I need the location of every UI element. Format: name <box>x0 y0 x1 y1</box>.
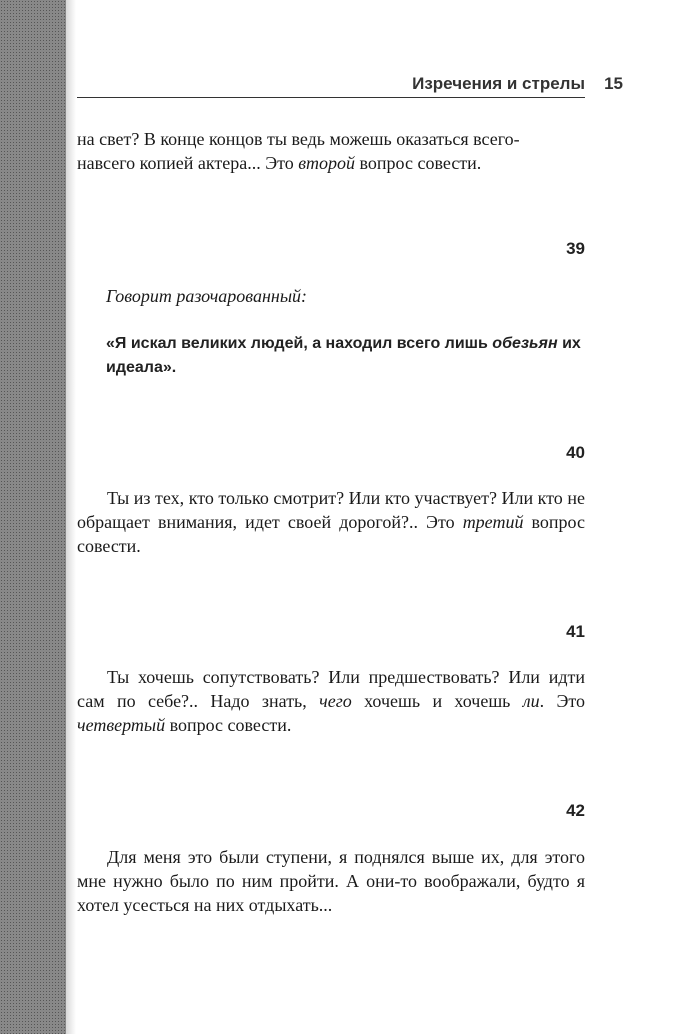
continuation-line-2: навсего копией актера... Это второй вопрос совести. <box>77 153 482 173</box>
aphorism-number-41: 41 <box>566 622 585 641</box>
aphorism-42-text: Для меня это были ступени, я поднялся выше их, для этого мне нужно было по ним пройти. А они-то воображали, будто я хотел усесться на них отдыхать... <box>77 847 585 915</box>
aphorism-40-text: Ты из тех, кто только смотрит? Или кто участвует? Или кто не обращает внимания, идет своей дорогой?.. Это третий вопрос совести. <box>77 488 585 556</box>
aphorism-39-quote: «Я искал великих людей, а находил всего лишь обезьян их идеала». <box>106 335 581 376</box>
page-number: 15 <box>604 74 623 93</box>
aphorism-number-40: 40 <box>566 443 585 462</box>
aphorism-number-39: 39 <box>566 239 585 258</box>
aphorism-number-42: 42 <box>566 801 585 820</box>
running-title: Изречения и стрелы <box>412 74 585 93</box>
header-rule <box>77 97 585 98</box>
aphorism-41-text: Ты хочешь сопутствовать? Или предшествовать? Или идти сам по себе?.. Надо знать, чего хочешь и хочешь ли. Это четвертый вопрос совести. <box>77 667 586 735</box>
page-edge-shading <box>0 0 66 1034</box>
running-header <box>77 72 623 98</box>
continuation-line-1: на свет? В конце концов ты ведь можешь оказаться всего- <box>77 129 520 149</box>
aphorism-39-intro: Говорит разочарованный: <box>106 286 308 306</box>
continuation-paragraph <box>77 127 585 175</box>
